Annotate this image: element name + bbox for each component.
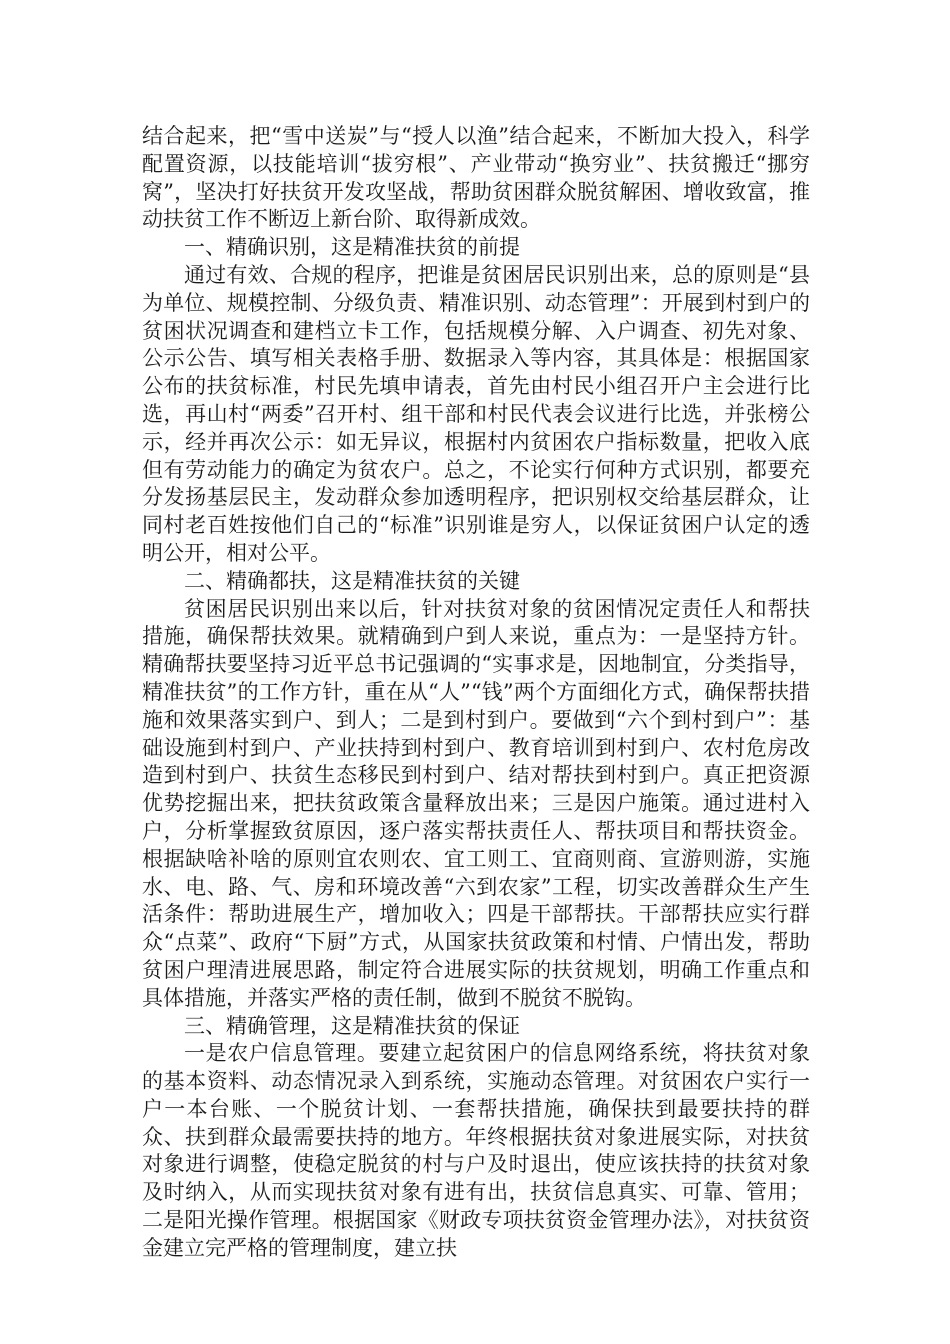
paragraph-intro-continuation: 结合起来，把“雪中送炭”与“授人以渔”结合起来，不断加大投入，科学配置资源，以技能培训“拔穷根”、产业带动“换穷业”、扶贫搬迁“挪穷窝”，坚决打好扶贫开发攻坚战，帮助贫困群众脱贫解困、增收致富，推动扶贫工作不断迈上新台阶、取得新成效。 xyxy=(142,124,810,232)
paragraph-section-3: 一是农户信息管理。要建立起贫困户的信息网络系统，将扶贫对象的基本资料、动态情况录入到系统，实施动态管理。对贫困农户实行一户一本台账、一个脱贫计划、一套帮扶措施，确保扶到最要扶持的群众、扶到群众最需要扶持的地方。年终根据扶贫对象进展实际，对扶贫对象进行调整，使稳定脱贫的村与户及时退出，使应该扶持的扶贫对象及时纳入，从而实现扶贫对象有进有出，扶贫信息真实、可靠、管用；二是阳光操作管理。根据国家《财政专项扶贫资金管理办法》，对扶贫资金建立完严格的管理制度，建立扶 xyxy=(142,1041,810,1260)
section-heading-1: 一、精确识别，这是精准扶贫的前提 xyxy=(184,235,520,260)
section-heading-3: 三、精确管理，这是精准扶贫的保证 xyxy=(184,1013,520,1038)
paragraph-section-2: 贫困居民识别出来以后，针对扶贫对象的贫困情况定责任人和帮扶措施，确保帮扶效果。就精确到户到人来说，重点为：一是坚持方针。精确帮扶要坚持习近平总书记强调的“实事求是，因地制宜，分类指导，精准扶贫”的工作方针，重在从“人”“钱”两个方面细化方式，确保帮扶措施和效果落实到户、到人；二是到村到户。要做到“六个到村到户”：基础设施到村到户、产业扶持到村到户、教育培训到村到户、农村危房改造到村到户、扶贫生态移民到村到户、结对帮扶到村到户。真正把资源优势挖掘出来，把扶贫政策含量释放出来；三是因户施策。通过进村入户，分析掌握致贫原因，逐户落实帮扶责任人、帮扶项目和帮扶资金。根据缺啥补啥的原则宜农则农、宜工则工、宜商则商、宣游则游，实施水、电、路、气、房和环境改善“六到农家”工程，切实改善群众生产生活条件：帮助进展生产，增加收入；四是干部帮扶。干部帮扶应实行群众“点菜”、政府“下厨”方式，从国家扶贫政策和村情、户情出发，帮助贫困户理清进展思路，制定符合进展实际的扶贫规划，明确工作重点和具体措施，并落实严格的责任制，做到不脱贫不脱钩。 xyxy=(142,596,810,1010)
section-heading-2: 二、精确都扶，这是精准扶贫的关键 xyxy=(184,568,520,593)
paragraph-section-1: 通过有效、合规的程序，把谁是贫困居民识别出来，总的原则是“县为单位、规模控制、分级负责、精准识别、动态管理”：开展到村到户的贫困状况调查和建档立卡工作，包括规模分解、入户调查、初先对象、公示公告、填写相关表格手册、数据录入等内容，其具体是：根据国家公布的扶贫标准，村民先填申请表，首先由村民小组召开户主会进行比选，再山村“两委”召开村、组干部和村民代表会议进行比选，并张榜公示，经并再次公示：如无异议，根据村内贫困农户指标数量，把收入底但有劳动能力的确定为贫农户。总之，不论实行何种方式识别，都要充分发扬基层民主，发动群众参加透明程序，把识别权交给基层群众，让同村老百姓按他们自己的“标准”识别谁是穷人，以保证贫困户认定的透明公开，相对公平。 xyxy=(142,262,810,565)
document-page xyxy=(142,123,810,1263)
